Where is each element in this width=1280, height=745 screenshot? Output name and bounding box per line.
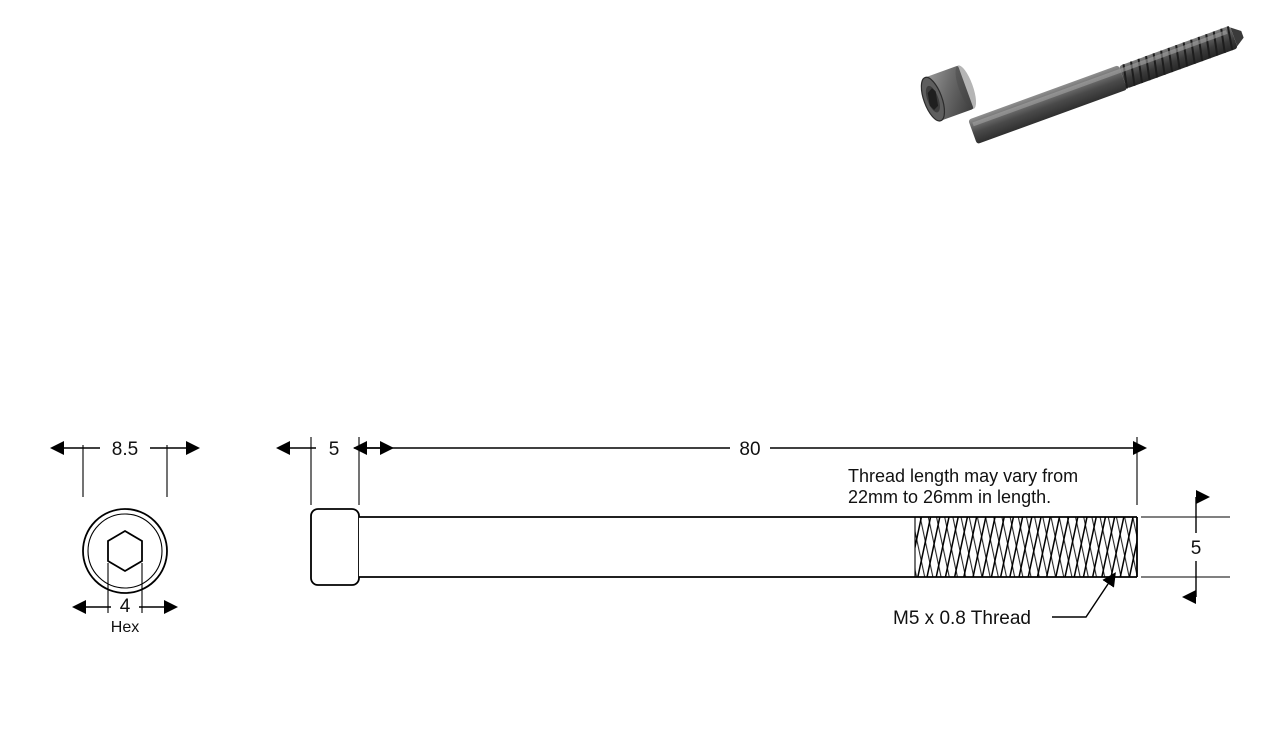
threaded-section	[915, 517, 1137, 577]
dim-shank-diameter-value: 5	[1190, 538, 1202, 559]
note-thread-length	[848, 466, 1078, 507]
dim-head-length-value: 5	[328, 439, 340, 460]
head-end-view	[64, 439, 186, 636]
screw-head-profile	[311, 509, 359, 585]
note-thread-spec-label: M5 x 0.8 Thread	[893, 608, 1032, 629]
isometric-screw-render	[917, 22, 1247, 145]
note-thread-spec	[893, 578, 1112, 629]
side-profile-view	[290, 437, 1230, 629]
hex-label: Hex	[110, 619, 140, 636]
dim-hex-socket-value: 4	[119, 596, 131, 617]
note-thread-length-line2: 22mm to 26mm in length.	[848, 487, 1052, 507]
dim-overall-length-value: 80	[739, 439, 761, 460]
dim-head-diameter-value: 8.5	[111, 439, 139, 460]
dim-shank-diameter	[1141, 497, 1230, 597]
note-thread-length-line1: Thread length may vary from	[848, 466, 1079, 486]
dim-head-diameter	[64, 439, 186, 497]
dim-head-length	[290, 437, 380, 505]
hex-socket-polygon	[108, 531, 142, 571]
